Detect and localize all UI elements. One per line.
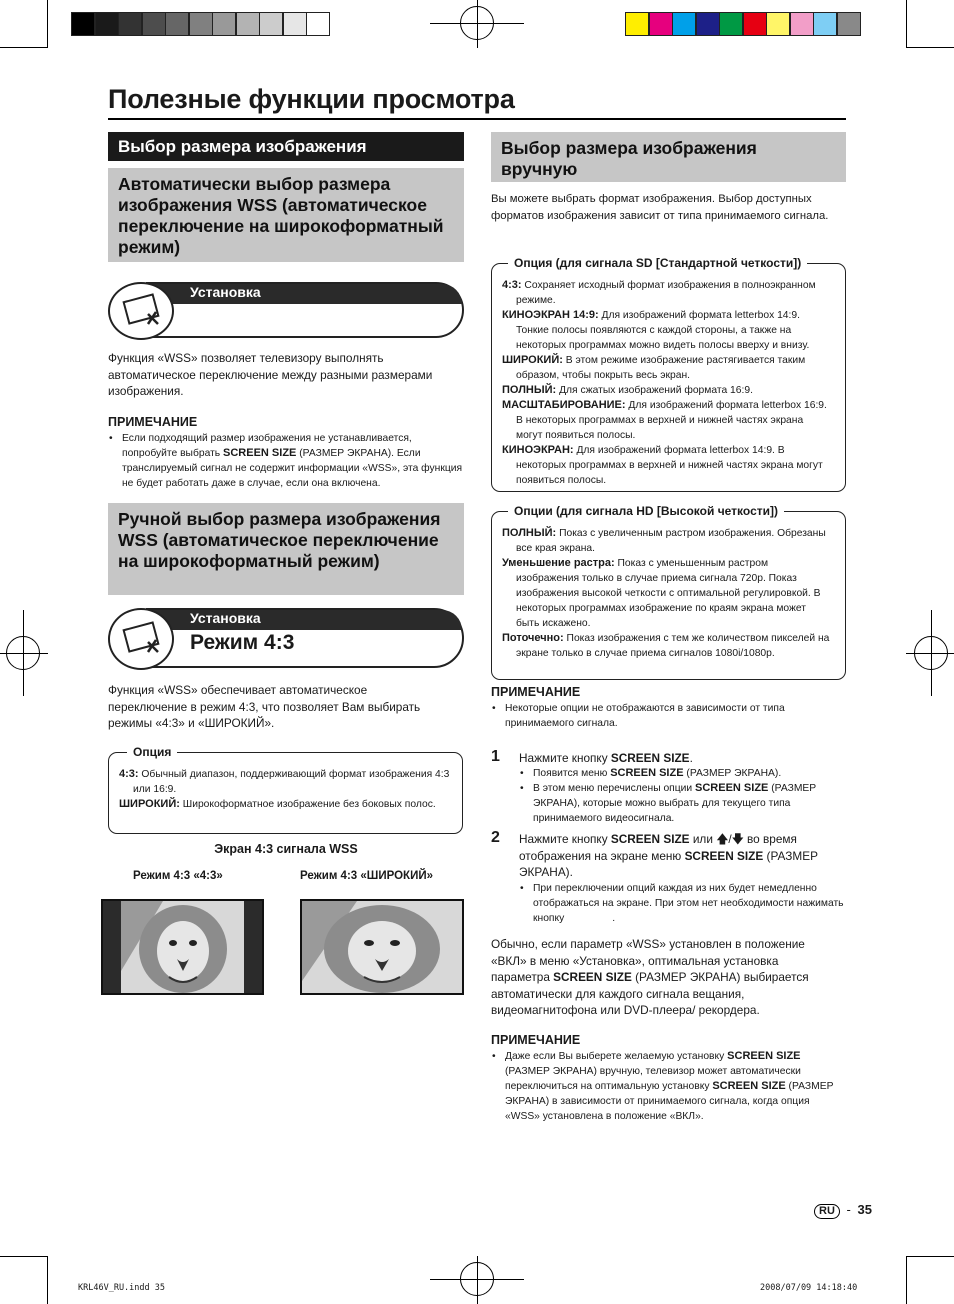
gray-swatch bbox=[212, 12, 236, 36]
gray-swatch bbox=[118, 12, 142, 36]
note-title: ПРИМЕЧАНИЕ bbox=[108, 415, 198, 429]
intro-text: Вы можете выбрать формат изображения. Выбор доступных форматов изображения зависит от типа принимаемого сигнала. bbox=[491, 193, 829, 222]
step-number-1: 1 bbox=[491, 748, 500, 765]
step-2-text: Нажмите кнопку SCREEN SIZE или 🡅/🡇 во время отображения на экране меню SCREEN SIZE (РАЗМЕР ЭКРАНА). bbox=[519, 832, 818, 879]
hd-options-title: Опции (для сигнала HD [Высокой четкости]) bbox=[508, 504, 784, 518]
up-arrow-icon: 🡅 bbox=[716, 832, 729, 846]
page-number-value: 35 bbox=[857, 1202, 872, 1217]
tv-tools-icon bbox=[108, 282, 174, 340]
gray-swatch bbox=[283, 12, 307, 36]
lion-image-43 bbox=[101, 899, 264, 995]
color-swatch bbox=[837, 12, 861, 36]
step-1-bullet: • Появится меню SCREEN SIZE (РАЗМЕР ЭКРАНА). bbox=[519, 766, 846, 781]
language-badge: RU bbox=[814, 1204, 840, 1219]
step-1-text: Нажмите кнопку SCREEN SIZE. bbox=[519, 751, 693, 765]
tv-tools-icon bbox=[108, 608, 174, 670]
gray-swatch bbox=[165, 12, 189, 36]
screen-caption: Экран 4:3 сигнала WSS bbox=[214, 842, 358, 856]
color-swatch bbox=[672, 12, 696, 36]
option-entry: ШИРОКИЙ: Широкоформатное изображение без боковых полос. bbox=[119, 798, 436, 810]
note-item: • Если подходящий размер изображения не устанавливается, попробуйте выбрать SCREEN SIZE (РАЗМЕР ЭКРАНА). Если транслируемый сигнал не содержит информации «WSS», эта функция не будет работать даже в случае, если она включена. bbox=[108, 431, 464, 491]
gray-swatch bbox=[189, 12, 213, 36]
color-swatch bbox=[790, 12, 814, 36]
setup-banner-2 bbox=[108, 608, 464, 670]
sd-option-entry: МАСШТАБИРОВАНИЕ: Для изображений формата letterbox 16:9. В некоторых программах в верхней и нижней частях экрана могут появиться полосы. bbox=[502, 399, 827, 441]
color-swatch bbox=[813, 12, 837, 36]
note-title: ПРИМЕЧАНИЕ bbox=[491, 1033, 581, 1047]
auto-desc: Функция «WSS» позволяет телевизору выполнять автоматическое переключение между разными размерами изображения. bbox=[108, 351, 433, 398]
gray-swatch bbox=[306, 12, 330, 36]
mode-label: Режим 4:3 bbox=[190, 631, 295, 654]
gray-swatch bbox=[142, 12, 166, 36]
color-swatch bbox=[719, 12, 743, 36]
hd-options-box bbox=[491, 504, 846, 680]
step-2-bullet: • При переключении опций каждая из них будет немедленно отображаться на экране. При этом нет необходимости нажимать кнопку . bbox=[519, 881, 846, 926]
color-swatch bbox=[766, 12, 790, 36]
sd-options-title: Опция (для сигнала SD [Стандартной четкости]) bbox=[508, 256, 807, 270]
page-title: Полезные функции просмотра bbox=[108, 84, 515, 114]
note-item: • Даже если Вы выберете желаемую установку SCREEN SIZE (РАЗМЕР ЭКРАНА) вручную, телевизор может автоматически переключиться на оптимальную установку SCREEN SIZE (РАЗМЕР ЭКРАНА) в зависимости от принимаемого сигнала, когда опция «WSS» установлена в положение «ВКЛ». bbox=[491, 1049, 836, 1124]
option-box bbox=[108, 745, 463, 834]
sd-option-entry: ПОЛНЫЙ: Для сжатых изображений формата 16:9. bbox=[502, 384, 753, 396]
setup-banner-1 bbox=[108, 282, 464, 340]
title-rule bbox=[108, 118, 846, 120]
sd-option-entry: 4:3: Сохраняет исходный формат изображения в полноэкранном режиме. bbox=[502, 279, 816, 306]
section-title-right: Выбор размера изображения вручную bbox=[491, 132, 846, 182]
gray-swatch bbox=[259, 12, 283, 36]
image-caption-wide: Режим 4:3 «ШИРОКИЙ» bbox=[300, 870, 433, 882]
option-title: Опция bbox=[127, 745, 177, 759]
gray-swatch bbox=[95, 12, 119, 36]
gray-swatch bbox=[71, 12, 95, 36]
setup-label: Установка bbox=[190, 284, 261, 300]
down-arrow-icon: 🡇 bbox=[731, 832, 744, 846]
hd-option-entry: Поточечно: Показ изображения с тем же количеством пикселей на экране только в случае приема сигналов 1080i/1080p. bbox=[502, 632, 830, 659]
option-entry: 4:3: Обычный диапазон, поддерживающий формат изображения 4:3 или 16:9. bbox=[119, 768, 450, 795]
color-swatch bbox=[625, 12, 649, 36]
color-swatch bbox=[696, 12, 720, 36]
footer-date: 2008/07/09 14:18:40 bbox=[760, 1283, 858, 1293]
auto-wss-title: Автоматически выбор размера изображения WSS (автоматическое переключение на широкоформатный режим) bbox=[108, 168, 464, 262]
note-item: • Некоторые опции не отображаются в зависимости от типа принимаемого сигнала. bbox=[491, 701, 831, 731]
sd-option-entry: КИНОЭКРАН: Для изображений формата letterbox 14:9. В некоторых программах в верхней и нижней частях экрана могут появиться полосы. bbox=[502, 444, 823, 486]
sd-option-entry: ШИРОКИЙ: В этом режиме изображение растягивается таким образом, чтобы покрыть весь экран. bbox=[502, 354, 806, 381]
section-title-left: Выбор размера изображения bbox=[108, 132, 464, 161]
setup-label: Установка bbox=[190, 610, 261, 626]
step-number-2: 2 bbox=[491, 829, 500, 846]
gray-swatch bbox=[236, 12, 260, 36]
lion-image-wide bbox=[300, 899, 464, 995]
manual-wss-title: Ручной выбор размера изображения WSS (автоматическое переключение на широкоформатный режим) bbox=[108, 503, 464, 595]
wss-paragraph: Обычно, если параметр «WSS» установлен в положение «ВКЛ» в меню «Установка», оптимальная установка параметра SCREEN SIZE (РАЗМЕР ЭКРАНА) выбирается автоматически для каждого сигнала вещания, видеомагнитофона или DVD-плеера/ рекордера. bbox=[491, 937, 809, 1017]
step-1-bullet: • В этом меню перечислены опции SCREEN SIZE (РАЗМЕР ЭКРАНА), которые можно выбрать для текущего типа принимаемого видеосигнала. bbox=[519, 781, 846, 826]
color-swatch bbox=[743, 12, 767, 36]
note-title: ПРИМЕЧАНИЕ bbox=[491, 685, 581, 699]
page-number bbox=[814, 1202, 872, 1219]
sd-options-box bbox=[491, 256, 846, 492]
footer-file: KRL46V_RU.indd 35 bbox=[78, 1283, 165, 1293]
hd-option-entry: ПОЛНЫЙ: Показ с увеличенным растром изображения. Обрезаны все края экрана. bbox=[502, 527, 826, 554]
manual-desc: Функция «WSS» обеспечивает автоматическое переключение в режим 4:3, что позволяет Вам выбирать режимы «4:3» и «ШИРОКИЙ». bbox=[108, 683, 421, 730]
color-swatch bbox=[649, 12, 673, 36]
sd-option-entry: КИНОЭКРАН 14:9: Для изображений формата letterbox 14:9. Тонкие полосы появляются с каждой стороны, а также на некоторых программах можно видеть полосы вверху и внизу. bbox=[502, 309, 810, 351]
page-number-separator: - bbox=[846, 1202, 851, 1217]
hd-option-entry: Уменьшение растра: Показ с уменьшенным растром изображения только в случае приема сигнала 720p. Показ изображения высокой четкости с оптимальной регулировкой. В некоторых программах изображение по краям экрана может быть искажено. bbox=[502, 557, 821, 629]
image-caption-43: Режим 4:3 «4:3» bbox=[133, 870, 223, 882]
